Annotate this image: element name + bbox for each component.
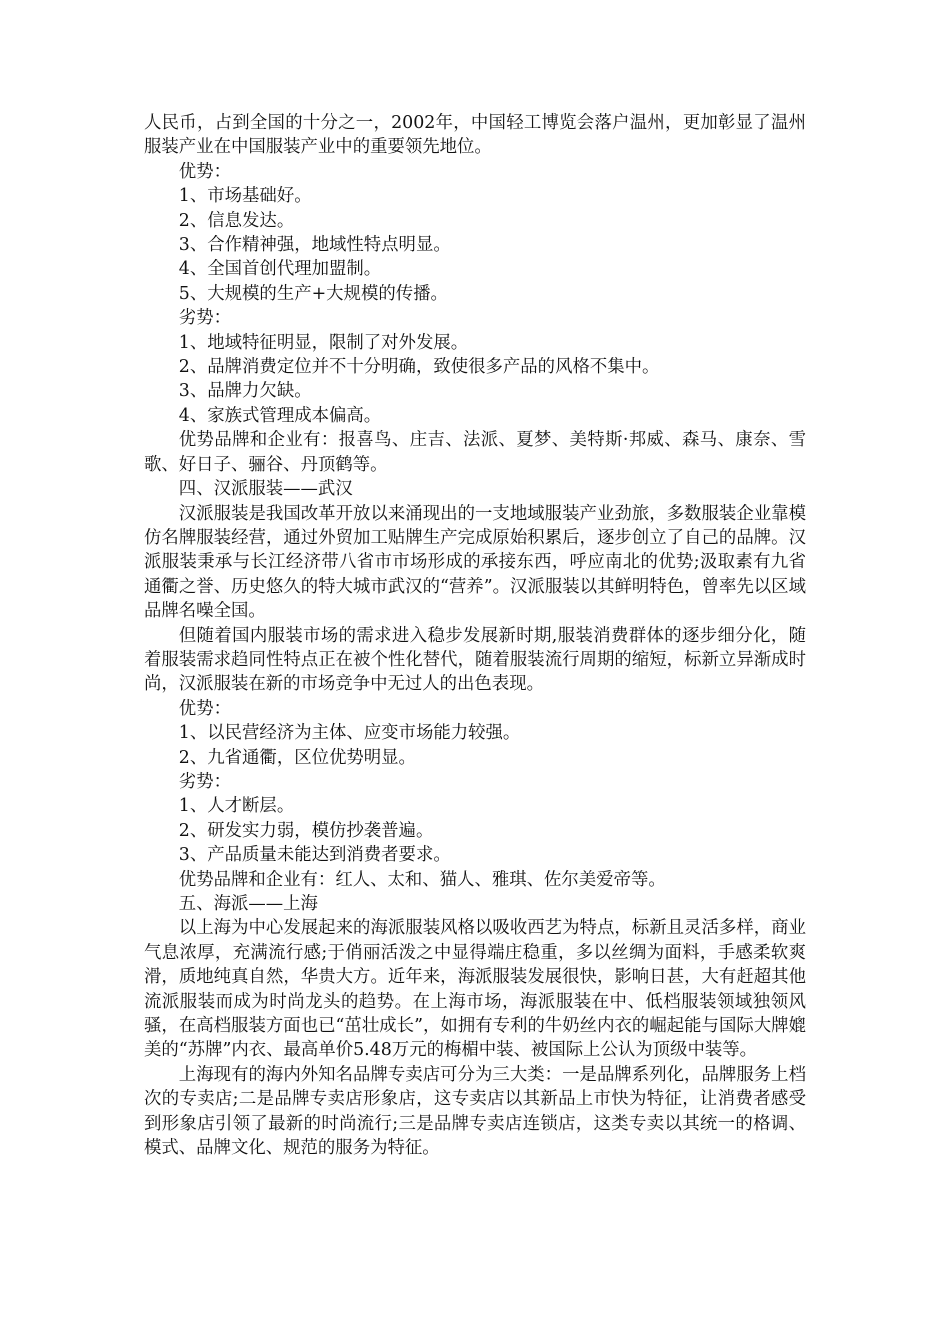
paragraph-wenzhou-summary: 人民币，占到全国的十分之一，2002年，中国轻工博览会落户温州，更加彰显了温州服装产业在中国服装产业中的重要领先地位。: [144, 113, 806, 158]
heading-disadvantages-wuhan: 劣势：: [178, 771, 231, 792]
list-item: 1、市场基础好。: [178, 186, 312, 207]
paragraph-shanghai-style: 以上海为中心发展起来的海派服装风格以吸收西艺为特点，标新且灵活多样，商业气息浓厚，充满流行感;于俏丽活泼之中显得端庄稳重，多以丝绸为面料，手感柔软爽滑，质地纯真自然，华贵大方。近年来，海派服装发展很快，影响日甚，大有赶超其他流派服装而成为时尚龙头的趋势。在上海市场，海派服装在中、低档服装领域独领风骚，在高档服装方面也已“茁壮成长”，如拥有专利的牛奶丝内衣的崛起能与国际大牌媲美的“苏牌”内衣、最高单价5.48万元的梅楣中装、被国际上公认为顶级中装等。: [144, 918, 806, 1061]
heading-advantages-wuhan: 优势：: [178, 698, 231, 719]
paragraph-shanghai-stores: 上海现有的海内外知名品牌专卖店可分为三大类：一是品牌系列化，品牌服务上档次的专卖店;二是品牌专卖店形象店，这专卖店以其新品上市快为特征，让消费者感受到形象店引领了最新的时尚流行;三是品牌专卖店连锁店，这类专卖以其统一的格调、模式、品牌文化、规范的服务为特征。: [144, 1064, 806, 1159]
paragraph-brands-wuhan: 优势品牌和企业有：红人、太和、猫人、雅琪、佐尔美爱帝等。: [178, 869, 666, 890]
list-item: 1、人才断层。: [178, 796, 295, 817]
section-heading-wuhan: 四、汉派服装——武汉: [178, 479, 353, 500]
list-item: 3、合作精神强，地域性特点明显。: [178, 235, 451, 256]
list-item: 3、产品质量未能达到消费者要求。: [178, 845, 451, 866]
list-item: 2、九省通衢，区位优势明显。: [178, 747, 416, 768]
list-item: 5、大规模的生产+大规模的传播。: [178, 283, 448, 304]
list-item: 1、以民营经济为主体、应变市场能力较强。: [178, 723, 521, 744]
heading-advantages-wenzhou: 优势：: [178, 161, 231, 182]
list-item: 4、全国首创代理加盟制。: [178, 259, 382, 280]
document-body: [144, 111, 806, 1160]
list-item: 2、品牌消费定位并不十分明确，致使很多产品的风格不集中。: [178, 357, 660, 378]
list-item: 4、家族式管理成本偏高。: [178, 405, 382, 426]
section-heading-shanghai: 五、海派——上海: [178, 894, 318, 914]
paragraph-brands-wenzhou: 优势品牌和企业有：报喜鸟、庄吉、法派、夏梦、美特斯·邦威、森马、康奈、雪歌、好日子、骊谷、丹顶鹤等。: [144, 430, 806, 475]
paragraph-wuhan-market: 但随着国内服装市场的需求进入稳步发展新时期,服装消费群体的逐步细分化，随着服装需求趋同性特点正在被个性化替代，随着服装流行周期的缩短，标新立异渐成时尚，汉派服装在新的市场竞争中无过人的出色表现。: [144, 625, 806, 695]
paragraph-wuhan-intro: 汉派服装是我国改革开放以来涌现出的一支地域服装产业劲旅，多数服装企业靠模仿名牌服装经营，通过外贸加工贴牌生产完成原始积累后，逐步创立了自己的品牌。汉派服装秉承与长江经济带八省市市场形成的承接东西，呼应南北的优势;汲取素有九省通衢之誉、历史悠久的特大城市武汉的“营养”。汉派服装以其鲜明特色，曾率先以区域品牌名噪全国。: [144, 503, 806, 622]
list-item: 3、品牌力欠缺。: [178, 381, 312, 402]
list-item: 2、信息发达。: [178, 210, 295, 231]
list-item: 2、研发实力弱，模仿抄袭普遍。: [178, 820, 434, 841]
heading-disadvantages-wenzhou: 劣势：: [178, 308, 231, 329]
list-item: 1、地域特征明显，限制了对外发展。: [178, 332, 469, 353]
